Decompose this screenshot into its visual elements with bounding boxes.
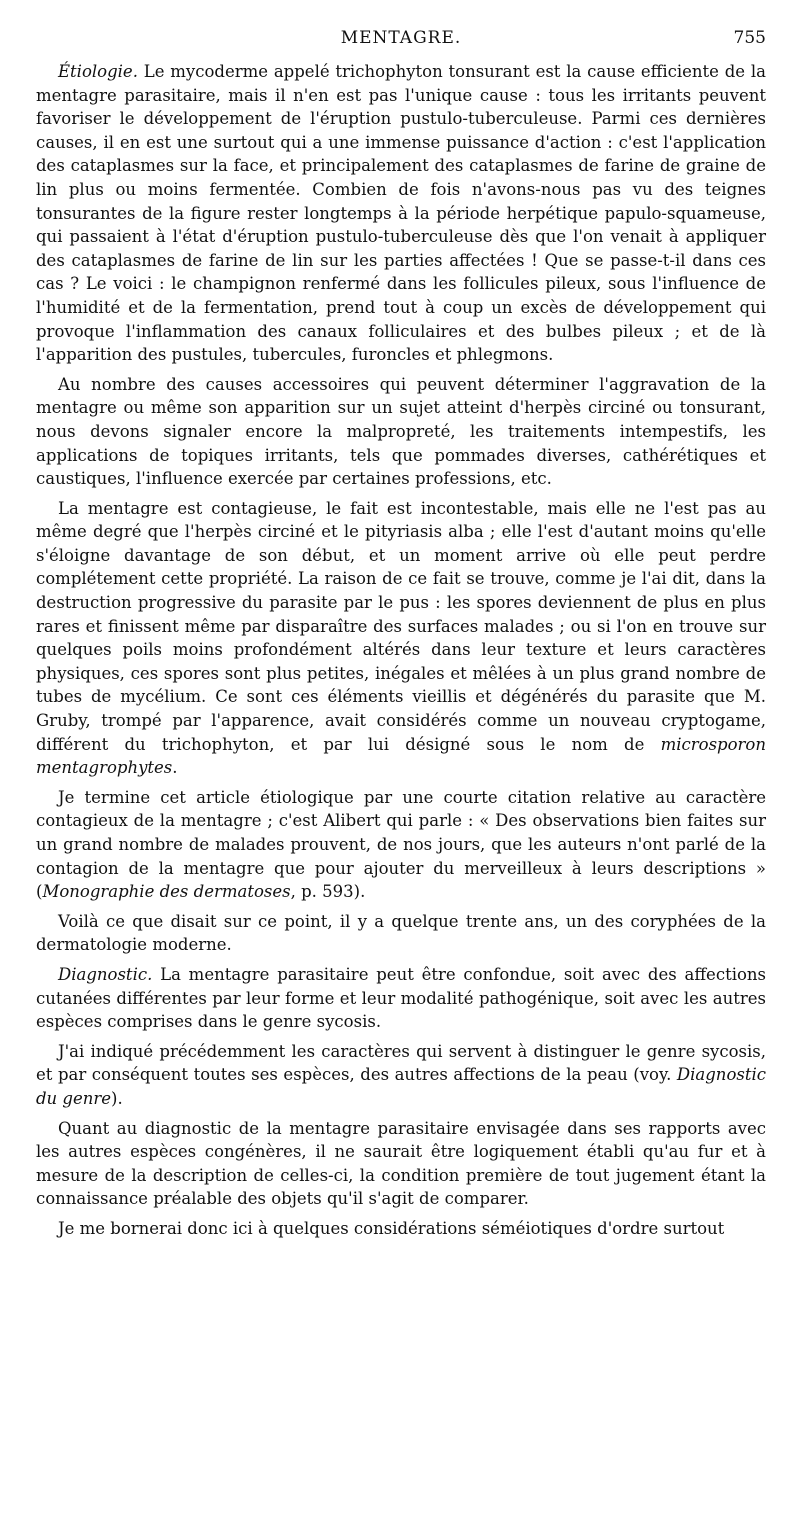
text-run: La mentagre est contagieuse, le fait est incontestable, mais elle ne l'est pas au même degré que l'herpès circiné et le pityriasis alba ; elle l'est d'autant moins qu'elle s'éloigne davantage de son début, et un moment arrive où elle peut perdre complétement cette propriété. La raison de ce fait se trouve, comme je l'ai dit, dans la destruction progressive du parasite par le pus : les spores deviennent de plus en plus rares et finissent même par disparaître des surfaces malades ; ou si l'on en trouve sur quelques poils moins profondément altérés dans leur texture et leurs caractères physiques, ces spores sont plus petites, inégales et mêlées à un plus grand nombre de tubes de mycélium. Ce sont ces éléments vieillis et dégénérés du parasite que M. Gruby, trompé par l'apparence, avait considérés comme un nouveau cryptogame, différent du trichophyton, et par lui désigné sous le nom de — [36, 498, 766, 754]
paragraph — [36, 910, 766, 957]
text-run: Je me bornerai donc ici à quelques considérations séméiotiques d'ordre surtout — [58, 1218, 725, 1238]
text-run: Quant au diagnostic de la mentagre parasitaire envisagée dans ses rapports avec les autres espèces congénères, il ne saurait être logiquement établi qu'au fur et à mesure de la description de celles-ci, la condition première de tout jugement étant la connaissance préalable des objets qu'il s'agit de comparer. — [36, 1118, 766, 1209]
paragraph — [36, 786, 766, 904]
text-run: La mentagre parasitaire peut être confondue, soit avec des affections cutanées différentes par leur forme et leur modalité pathogénique, soit avec les autres espèces comprises dans le genre sycosis. — [36, 964, 766, 1032]
text-run: Je termine cet article étiologique par une courte citation relative au caractère contagieux de la mentagre ; c'est Alibert qui parle : « Des observations bien faites sur un grand nombre de malades prouvent, de nos jours, que les auteurs n'ont parlé de la contagion de la mentagre que pour ajouter du merveilleux à leurs descriptions » ( — [36, 787, 766, 902]
text-run: , p. 593). — [290, 882, 366, 902]
text-run: . — [172, 758, 178, 778]
italic-text: microsporon mentagrophytes — [36, 734, 766, 778]
paragraph — [36, 1117, 766, 1211]
italic-text: Monographie des dermatoses — [42, 882, 291, 902]
text-run: ). — [111, 1088, 123, 1108]
paragraph — [36, 1040, 766, 1111]
text-run: Voilà ce que disait sur ce point, il y a quelque trente ans, un des coryphées de la dermatologie moderne. — [36, 911, 766, 955]
paragraph — [36, 60, 766, 367]
text-run: J'ai indiqué précédemment les caractères qui servent à distinguer le genre sycosis, et par conséquent toutes ses espèces, des autres affections de la peau (voy. — [36, 1041, 766, 1085]
paragraph — [36, 497, 766, 780]
paragraph — [36, 963, 766, 1034]
text-run: Le mycoderme appelé trichophyton tonsurant est la cause efficiente de la mentagre parasitaire, mais il n'en est pas l'unique cause : tous les irritants peuvent favoriser le développement de l'éruption pustulo-tuberculeuse. Parmi ces dernières causes, il en est une surtout qui a une immense puissance d'action : c'est l'application des cataplasmes sur la face, et principalement des cataplasmes de farine de graine de lin plus ou moins fermentée. Combien de fois n'avons-nous pas vu des teignes tonsurantes de la figure rester longtemps à la période herpétique papulo-squameuse, qui passaient à l'état d'éruption pustulo-tuberculeuse dès que l'on venait à appliquer des cataplasmes de farine de lin sur les parties affectées ! Que se passe-t-il dans ces cas ? Le voici : le champignon renfermé dans les follicules pileux, sous l'influence de l'humidité et de la fermentation, prend tout à coup un excès de développement qui provoque l'inflammation des canaux folliculaires et des bulbes pileux ; et de là l'apparition des pustules, tubercules, furoncles et phlegmons. — [36, 62, 766, 365]
text-run: Au nombre des causes accessoires qui peuvent déterminer l'aggravation de la mentagre ou même son apparition sur un sujet atteint d'herpès circiné ou tonsurant, nous devons signaler encore la malpropreté, les traitements intempestifs, les applications de topiques irritants, tels que pommades diverses, cathérétiques et caustiques, l'influence exercée par certaines professions, etc. — [36, 374, 766, 489]
italic-text: Diagnostic du genre — [36, 1065, 766, 1108]
paragraph — [36, 1217, 766, 1241]
section-heading: Diagnostic. — [58, 964, 153, 984]
page-number: 755 — [733, 28, 766, 48]
running-title: MENTAGRE. — [340, 28, 462, 48]
body-text — [36, 60, 766, 1247]
paragraph — [36, 373, 766, 491]
section-heading: Étiologie. — [58, 62, 138, 81]
running-header — [36, 28, 766, 54]
